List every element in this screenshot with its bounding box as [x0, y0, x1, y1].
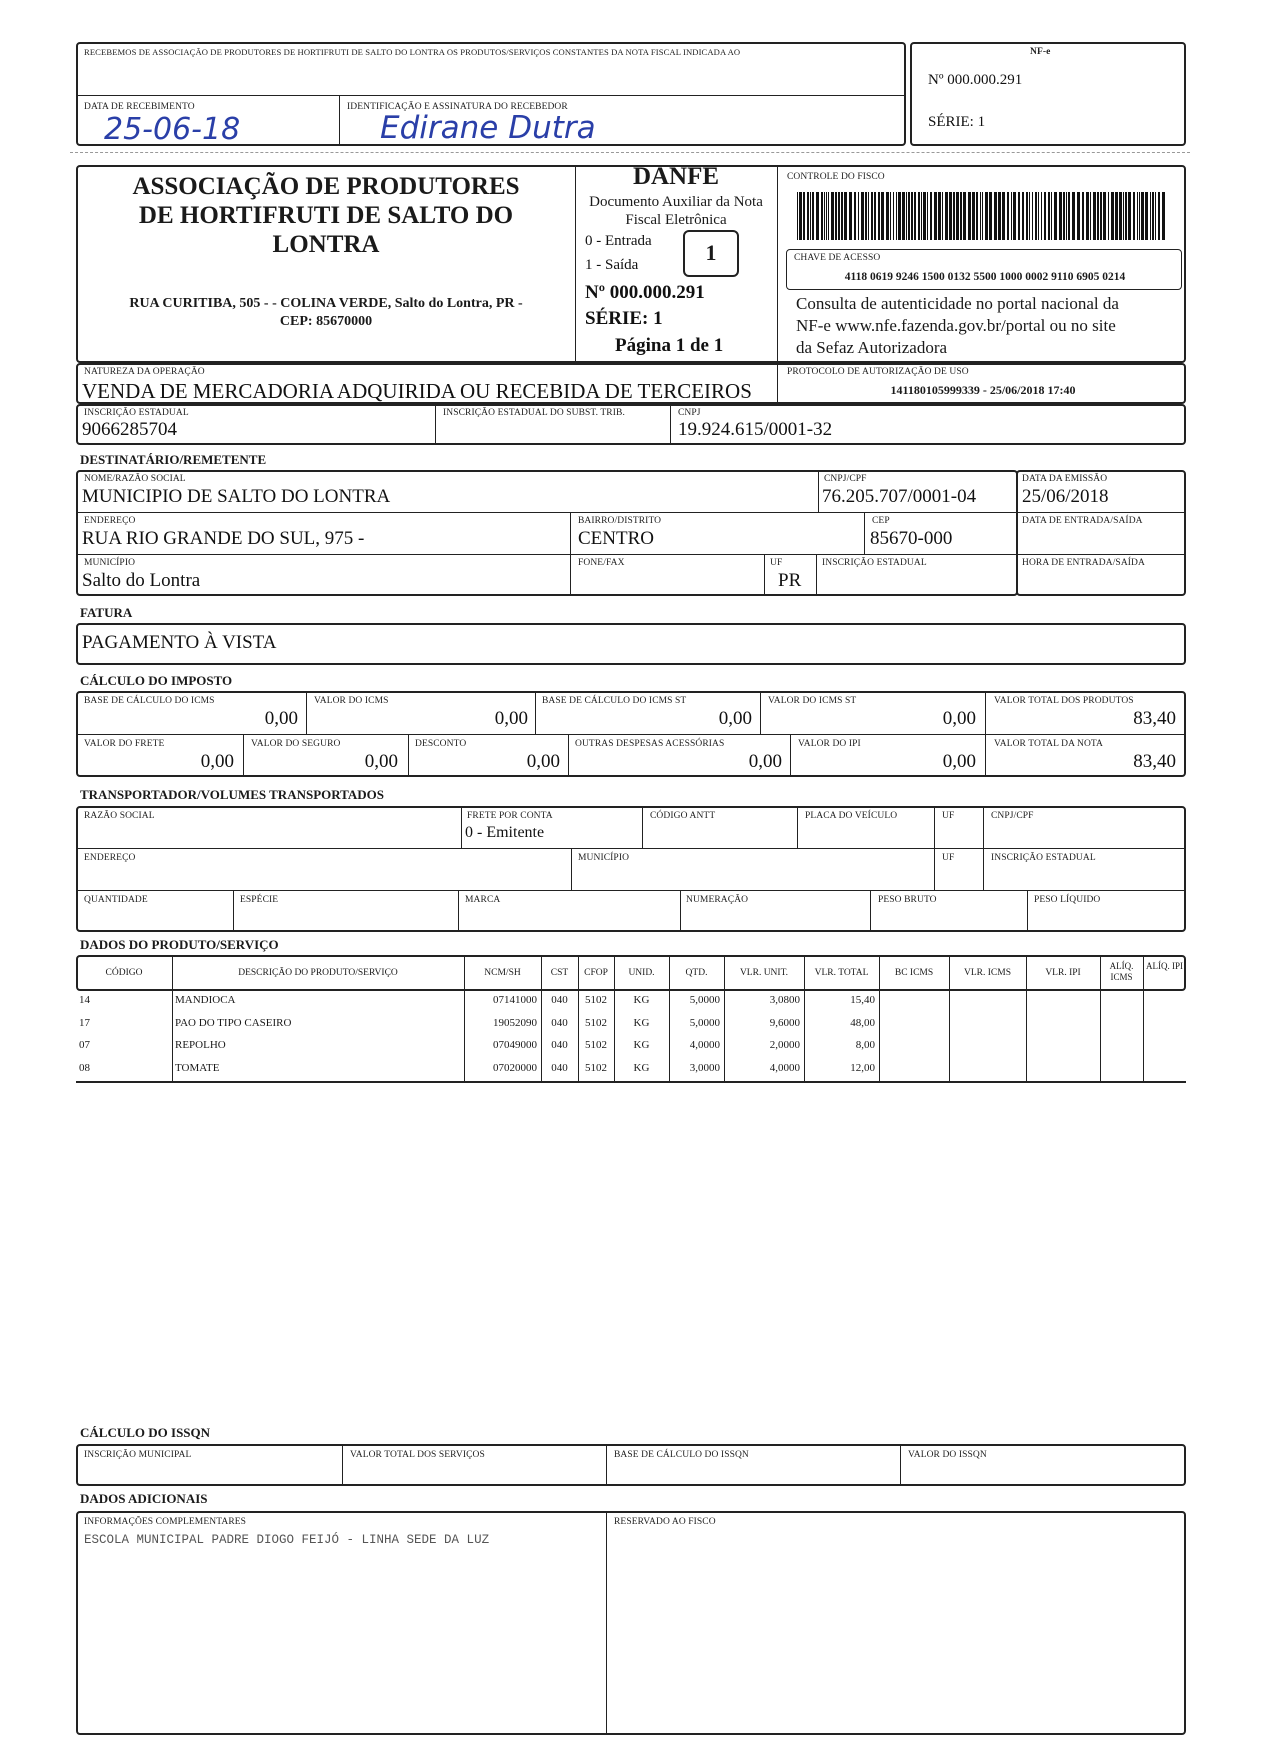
canhoto-vdivider — [339, 95, 340, 146]
transp-marca-label: MARCA — [465, 895, 501, 905]
dest-uf-label: UF — [770, 558, 783, 568]
produtos-cell: REPOLHO — [175, 1039, 226, 1051]
dest-bairro-label: BAIRRO/DISTRITO — [578, 516, 662, 526]
produtos-header-cell: CST — [550, 968, 569, 978]
danfe-subtitle — [578, 193, 774, 229]
frete-label: VALOR DO FRETE — [84, 739, 165, 749]
valor-icms-label: VALOR DO ICMS — [314, 696, 389, 706]
produtos-cell: 5102 — [585, 1061, 607, 1074]
produtos-cell: MANDIOCA — [175, 994, 236, 1006]
datas-hline1 — [1016, 512, 1186, 513]
emitente-divider — [575, 165, 576, 363]
produtos-cell: 040 — [551, 994, 568, 1006]
danfe-divider — [777, 165, 778, 363]
imposto-r2-v5 — [985, 734, 986, 777]
consulta-line2: NF-e www.nfe.fazenda.gov.br/portal ou no site — [796, 316, 1116, 335]
produtos-cell: KG — [633, 1039, 650, 1051]
dest-endereco-value: RUA RIO GRANDE DO SUL, 975 - — [82, 528, 365, 549]
inscricoes-divider1 — [435, 404, 436, 445]
transp-peso-liquido-label: PESO LÍQUIDO — [1034, 895, 1101, 905]
dest-municipio-label: MUNICÍPIO — [84, 558, 136, 568]
issqn-section: CÁLCULO DO ISSQN — [80, 1425, 211, 1440]
issqn-valor-label: VALOR DO ISSQN — [908, 1450, 987, 1460]
consulta-line3: da Sefaz Autorizadora — [796, 338, 948, 357]
transp-r3-v2 — [458, 890, 459, 932]
transp-r2-v3 — [983, 848, 984, 890]
transportador-box — [76, 806, 1186, 932]
barcode — [797, 192, 1167, 240]
imposto-section: CÁLCULO DO IMPOSTO — [80, 673, 233, 688]
transp-r3-v4 — [870, 890, 871, 932]
valor-icms-value: 0,00 — [494, 708, 528, 729]
transp-antt-label: CÓDIGO ANTT — [650, 811, 716, 821]
transp-r3-v3 — [680, 890, 681, 932]
nfe-label: NF-e — [1030, 47, 1051, 57]
produtos-cell: KG — [633, 994, 650, 1006]
dest-cep-value: 85670-000 — [870, 528, 953, 549]
bc-icms-label: BASE DE CÁLCULO DO ICMS — [84, 696, 215, 706]
danfe-serie: SÉRIE: 1 — [585, 308, 663, 329]
imposto-r2-v1 — [243, 734, 244, 777]
produtos-header-cell: CFOP — [584, 968, 608, 978]
bc-icms-st-label: BASE DE CÁLCULO DO ICMS ST — [542, 696, 687, 706]
dest-uf-value: PR — [778, 570, 802, 591]
transp-r1-v4 — [934, 806, 935, 848]
produtos-header-cell: NCM/SH — [484, 968, 521, 978]
seguro-label: VALOR DO SEGURO — [251, 739, 341, 749]
valor-icms-st-label: VALOR DO ICMS ST — [768, 696, 857, 706]
dest-vline-fone — [570, 554, 571, 596]
desconto-value: 0,00 — [526, 751, 560, 772]
transp-r3-v5 — [1027, 890, 1028, 932]
produtos-cell: 08 — [79, 1061, 90, 1074]
transp-placa-label: PLACA DO VEÍCULO — [805, 811, 898, 821]
emitente-name-line3: LONTRA — [272, 231, 380, 258]
produtos-header-cell: UNID. — [628, 968, 655, 978]
dest-vline-bairro — [570, 512, 571, 554]
produtos-cell: 9,6000 — [769, 1016, 800, 1029]
outras-despesas-value: 0,00 — [748, 751, 782, 772]
produtos-cell: KG — [633, 1061, 650, 1074]
produtos-header-cell: VLR. TOTAL — [814, 968, 869, 978]
imposto-r2-v3 — [568, 734, 569, 777]
danfe-numero: Nº 000.000.291 — [585, 282, 705, 303]
produtos-cell: 8,00 — [855, 1039, 875, 1051]
valor-ipi-label: VALOR DO IPI — [798, 739, 861, 749]
dest-endereco-label: ENDEREÇO — [84, 516, 136, 526]
produtos-cell: 12,00 — [850, 1061, 875, 1074]
cut-line — [70, 152, 1190, 153]
issqn-base-label: BASE DE CÁLCULO DO ISSQN — [614, 1450, 749, 1460]
bc-icms-value: 0,00 — [264, 708, 298, 729]
adicionais-v1 — [606, 1511, 607, 1735]
total-nota-value: 83,40 — [1133, 751, 1176, 772]
issqn-inscricao-label: INSCRIÇÃO MUNICIPAL — [84, 1450, 192, 1460]
natureza-value: VENDA DE MERCADORIA ADQUIRIDA OU RECEBIDA DE TERCEIROS — [82, 379, 752, 403]
issqn-v1 — [342, 1444, 343, 1486]
issqn-v3 — [900, 1444, 901, 1486]
canhoto-divider — [76, 95, 906, 96]
produtos-cell: 07 — [79, 1039, 90, 1051]
produtos-header-cell: VLR. IPI — [1045, 968, 1081, 978]
imposto-r1-v2 — [535, 691, 536, 734]
transp-quantidade-label: QUANTIDADE — [84, 895, 148, 905]
outras-despesas-label: OUTRAS DESPESAS ACESSÓRIAS — [575, 739, 725, 749]
transp-r1-v3 — [797, 806, 798, 848]
bc-icms-st-value: 0,00 — [718, 708, 752, 729]
identificacao-label: IDENTIFICAÇÃO E ASSINATURA DO RECEBEDOR — [347, 102, 568, 112]
danfe-saida: 1 - Saída — [585, 257, 639, 273]
produtos-column-line — [1143, 955, 1144, 1083]
dest-vline-ie — [816, 554, 817, 596]
dest-vline-cnpj — [818, 470, 819, 512]
datas-hline2 — [1016, 554, 1186, 555]
total-produtos-label: VALOR TOTAL DOS PRODUTOS — [994, 696, 1134, 706]
data-recebimento-label: DATA DE RECEBIMENTO — [84, 102, 195, 112]
produtos-header-cell: ALÍQ. IPI — [1146, 961, 1183, 971]
dest-municipio-value: Salto do Lontra — [82, 570, 201, 591]
dest-bairro-value: CENTRO — [578, 528, 654, 549]
transp-numeracao-label: NUMERAÇÃO — [686, 895, 749, 905]
produtos-cell: 07049000 — [493, 1039, 537, 1051]
produtos-cell: 14 — [79, 994, 90, 1006]
produtos-header-cell: BC ICMS — [894, 968, 934, 978]
produtos-cell: 3,0800 — [769, 994, 800, 1006]
produtos-cell: KG — [633, 1016, 650, 1029]
desconto-label: DESCONTO — [415, 739, 467, 749]
data-recebimento-value: 25-06-18 — [104, 112, 241, 147]
produtos-cell: 19052090 — [493, 1016, 537, 1029]
dest-ie-label: INSCRIÇÃO ESTADUAL — [822, 558, 927, 568]
dest-nome-value: MUNICIPIO DE SALTO DO LONTRA — [82, 486, 391, 507]
fatura-section: FATURA — [80, 605, 133, 620]
produtos-cell: 5102 — [585, 994, 607, 1006]
data-entrada-label: DATA DE ENTRADA/SAÍDA — [1022, 516, 1143, 526]
produtos-header-cell: VLR. ICMS — [964, 968, 1011, 978]
imposto-r2-v4 — [790, 734, 791, 777]
produtos-cell: PAO DO TIPO CASEIRO — [175, 1016, 292, 1029]
transp-especie-label: ESPÉCIE — [240, 895, 279, 905]
transp-razao-label: RAZÃO SOCIAL — [84, 811, 155, 821]
canhoto-serie: SÉRIE: 1 — [928, 114, 986, 130]
produtos-cell: 4,0000 — [769, 1061, 800, 1074]
produtos-cell: 040 — [551, 1016, 568, 1029]
imposto-r1-v4 — [985, 691, 986, 734]
imposto-r1-v3 — [760, 691, 761, 734]
dest-vline-cep — [864, 512, 865, 554]
produtos-cell: TOMATE — [175, 1061, 220, 1074]
dest-cnpj-label: CNPJ/CPF — [824, 474, 867, 484]
reservado-fisco-label: RESERVADO AO FISCO — [614, 1517, 716, 1527]
info-complementares-value: ESCOLA MUNICIPAL PADRE DIOGO FEIJÓ - LINHA SEDE DA LUZ — [84, 1533, 490, 1547]
emitente-address — [80, 295, 572, 331]
transp-peso-bruto-label: PESO BRUTO — [878, 895, 937, 905]
produtos-header-cell: QTD. — [685, 968, 708, 978]
consulta-text — [796, 293, 1186, 359]
dest-vline-uf — [764, 554, 765, 596]
cnpj-emitente-label: CNPJ — [678, 408, 701, 418]
cnpj-emitente-value: 19.924.615/0001-32 — [678, 419, 833, 440]
produtos-cell: 5,0000 — [689, 994, 720, 1006]
transp-r1-v1 — [461, 806, 462, 848]
danfe-tipo: 1 — [705, 240, 717, 265]
imposto-r2-v2 — [408, 734, 409, 777]
produtos-cell: 040 — [551, 1061, 568, 1074]
produtos-cell: 5102 — [585, 1039, 607, 1051]
canhoto-numero: Nº 000.000.291 — [928, 72, 1023, 88]
produtos-cell: 2,0000 — [769, 1039, 800, 1051]
transp-r3-v1 — [233, 890, 234, 932]
transp-frete-label: FRETE POR CONTA — [467, 811, 553, 821]
produtos-cell: 17 — [79, 1016, 90, 1029]
transp-r2-v1 — [571, 848, 572, 890]
produtos-section: DADOS DO PRODUTO/SERVIÇO — [80, 937, 279, 952]
dest-hline2 — [76, 554, 1018, 555]
total-nota-label: VALOR TOTAL DA NOTA — [994, 739, 1104, 749]
produtos-header-cell: CÓDIGO — [105, 968, 143, 978]
natureza-label: NATUREZA DA OPERAÇÃO — [84, 367, 205, 377]
destinatario-section: DESTINATÁRIO/REMETENTE — [80, 452, 267, 467]
controle-label: CONTROLE DO FISCO — [787, 172, 885, 182]
data-emissao-label: DATA DA EMISSÃO — [1022, 474, 1108, 484]
produtos-cell: 48,00 — [850, 1016, 875, 1029]
frete-value: 0,00 — [200, 751, 234, 772]
canhoto-recebemos: RECEBEMOS DE ASSOCIAÇÃO DE PRODUTORES DE HORTIFRUTI DE SALTO DO LONTRA OS PRODUTOS/SERVIÇOS CONSTANTES DA NOTA FISCAL INDICADA AO — [84, 47, 741, 57]
produtos-cell: 07020000 — [493, 1061, 537, 1074]
transp-municipio-label: MUNICÍPIO — [578, 853, 630, 863]
produtos-cell: 5102 — [585, 1016, 607, 1029]
chave-label: CHAVE DE ACESSO — [794, 253, 881, 263]
transp-ie-label: INSCRIÇÃO ESTADUAL — [991, 853, 1096, 863]
inscricoes-box — [76, 404, 1186, 445]
produtos-header-cell: VLR. UNIT. — [739, 968, 789, 978]
produtos-cell: 040 — [551, 1039, 568, 1051]
dest-nome-label: NOME/RAZÃO SOCIAL — [84, 474, 186, 484]
danfe-entrada: 0 - Entrada — [585, 233, 652, 249]
natureza-divider — [777, 363, 778, 404]
ie-value: 9066285704 — [82, 419, 177, 440]
ie-label: INSCRIÇÃO ESTADUAL — [84, 408, 189, 418]
dest-hline1 — [76, 512, 1018, 513]
danfe-title: DANFE — [632, 163, 720, 190]
produtos-cell: 15,40 — [850, 994, 875, 1006]
emitente-address-line2: CEP: 85670000 — [279, 314, 373, 329]
danfe-subtitle-line2: Fiscal Eletrônica — [625, 212, 727, 228]
issqn-v2 — [606, 1444, 607, 1486]
emitente-name-line2: DE HORTIFRUTI DE SALTO DO — [138, 202, 514, 229]
emitente-name-line1: ASSOCIAÇÃO DE PRODUTORES — [132, 173, 520, 200]
total-produtos-value: 83,40 — [1133, 708, 1176, 729]
transportador-section: TRANSPORTADOR/VOLUMES TRANSPORTADOS — [80, 787, 385, 802]
dest-fone-label: FONE/FAX — [578, 558, 625, 568]
seguro-value: 0,00 — [364, 751, 398, 772]
danfe-pagina: Página 1 de 1 — [615, 335, 724, 356]
imposto-r1-v1 — [306, 691, 307, 734]
protocolo-value: 141180105999339 - 25/06/2018 17:40 — [890, 383, 1076, 397]
transp-hline2 — [76, 890, 1186, 891]
transp-frete-value: 0 - Emitente — [465, 824, 545, 841]
emitente-name — [80, 172, 572, 259]
transp-r1-v2 — [642, 806, 643, 848]
transp-uf2-label: UF — [942, 853, 955, 863]
dest-cep-label: CEP — [872, 516, 890, 526]
transp-hline1 — [76, 848, 1186, 849]
inscricoes-divider2 — [670, 404, 671, 445]
produtos-header-cell: ALÍQ. ICMS — [1109, 961, 1134, 982]
emitente-address-line1: RUA CURITIBA, 505 - - COLINA VERDE, Salto do Lontra, PR - — [129, 296, 523, 311]
produtos-cell: 5,0000 — [689, 1016, 720, 1029]
produtos-cell: 4,0000 — [689, 1039, 720, 1051]
issqn-total-servicos-label: VALOR TOTAL DOS SERVIÇOS — [350, 1450, 485, 1460]
protocolo-label: PROTOCOLO DE AUTORIZAÇÃO DE USO — [787, 367, 969, 377]
adicionais-section: DADOS ADICIONAIS — [80, 1491, 208, 1506]
produtos-cell: 3,0000 — [689, 1061, 720, 1074]
hora-entrada-label: HORA DE ENTRADA/SAÍDA — [1022, 558, 1145, 568]
valor-icms-st-value: 0,00 — [942, 708, 976, 729]
danfe-subtitle-line1: Documento Auxiliar da Nota — [589, 194, 763, 210]
produtos-header-cell: DESCRIÇÃO DO PRODUTO/SERVIÇO — [238, 968, 398, 978]
consulta-line1: Consulta de autenticidade no portal nacional da — [796, 294, 1119, 313]
transp-r1-v5 — [983, 806, 984, 848]
dest-cnpj-value: 76.205.707/0001-04 — [822, 486, 977, 507]
transp-endereco-label: ENDEREÇO — [84, 853, 136, 863]
transp-r2-v2 — [934, 848, 935, 890]
data-emissao-value: 25/06/2018 — [1022, 486, 1109, 507]
chave-value: 4118 0619 9246 1500 0132 5500 1000 0002 9110 6905 0214 — [844, 271, 1126, 283]
info-complementares-label: INFORMAÇÕES COMPLEMENTARES — [84, 1517, 247, 1527]
produtos-cell: 07141000 — [493, 994, 537, 1006]
valor-ipi-value: 0,00 — [942, 751, 976, 772]
transp-cnpj-label: CNPJ/CPF — [991, 811, 1034, 821]
recebedor-signature: Edirane Dutra — [380, 110, 596, 146]
ie-st-label: INSCRIÇÃO ESTADUAL DO SUBST. TRIB. — [443, 408, 625, 418]
fatura-value: PAGAMENTO À VISTA — [82, 632, 277, 653]
transp-uf-label: UF — [942, 811, 955, 821]
